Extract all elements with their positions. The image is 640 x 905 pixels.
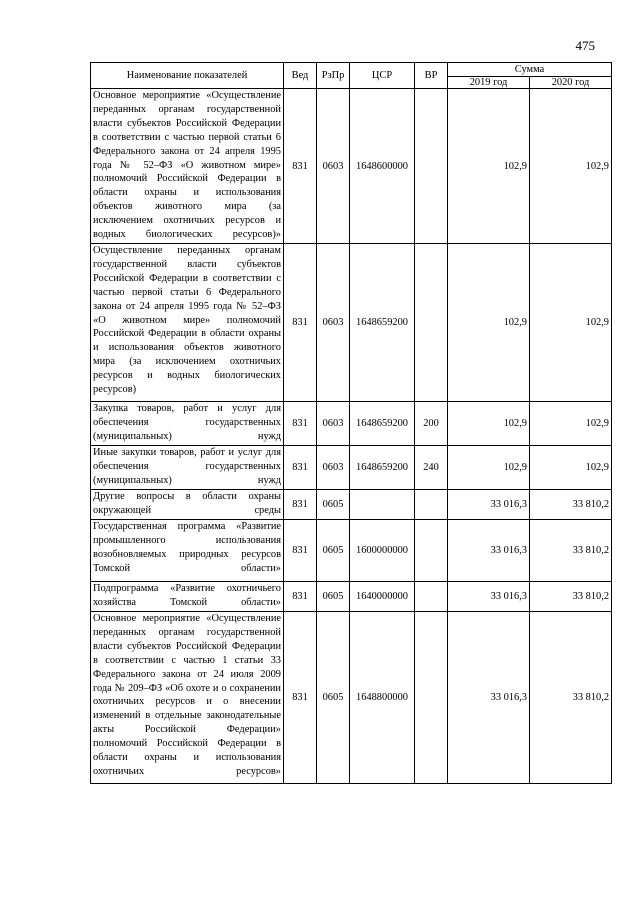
header-vr: ВР bbox=[415, 63, 448, 89]
row-vr bbox=[415, 244, 448, 402]
table-row bbox=[91, 446, 612, 490]
table-row bbox=[91, 612, 612, 784]
row-sum-2019: 33 016,3 bbox=[448, 490, 530, 520]
header-ved: Вед bbox=[284, 63, 317, 89]
row-ved: 831 bbox=[284, 582, 317, 612]
row-vr bbox=[415, 490, 448, 520]
row-rzpr: 0605 bbox=[317, 582, 350, 612]
row-name: Иные закупки товаров, работ и услуг для обеспечения государственных (муниципальных) нужд bbox=[91, 446, 284, 490]
header-rzpr: РзПр bbox=[317, 63, 350, 89]
row-csr: 1648659200 bbox=[350, 244, 415, 402]
row-ved: 831 bbox=[284, 89, 317, 244]
row-ved: 831 bbox=[284, 520, 317, 582]
budget-table bbox=[90, 62, 612, 784]
row-vr: 240 bbox=[415, 446, 448, 490]
row-name: Подпрограмма «Развитие охотничьего хозяйства Томской области» bbox=[91, 582, 284, 612]
page-number: 475 bbox=[575, 38, 595, 53]
row-rzpr: 0605 bbox=[317, 612, 350, 784]
header-name: Наименование показателей bbox=[91, 63, 284, 89]
row-csr bbox=[350, 490, 415, 520]
row-sum-2020: 102,9 bbox=[530, 89, 612, 244]
row-sum-2020: 102,9 bbox=[530, 446, 612, 490]
row-vr bbox=[415, 582, 448, 612]
row-vr bbox=[415, 612, 448, 784]
table-row bbox=[91, 490, 612, 520]
row-rzpr: 0605 bbox=[317, 520, 350, 582]
row-sum-2019: 33 016,3 bbox=[448, 520, 530, 582]
table-row bbox=[91, 582, 612, 612]
row-sum-2019: 102,9 bbox=[448, 446, 530, 490]
row-sum-2019: 33 016,3 bbox=[448, 582, 530, 612]
row-name: Закупка товаров, работ и услуг для обеспечения государственных (муниципальных) нужд bbox=[91, 402, 284, 446]
row-vr: 200 bbox=[415, 402, 448, 446]
row-csr: 1648800000 bbox=[350, 612, 415, 784]
row-rzpr: 0603 bbox=[317, 89, 350, 244]
row-name: Основное мероприятие «Осуществление переданных органам государственной власти субъектов Российской Федерации в соответствии с частью 1 статьи 33 Федерального закона от 24 июля 2009 года № 209–ФЗ «Об охоте и о сохранении охотничьих ресурсов и о внесении изменений в отдельные законодательные акты Российской Федерации» полномочий Российской Федерации в области охраны и использования охотничьих ресурсов» bbox=[91, 612, 284, 784]
row-sum-2019: 102,9 bbox=[448, 402, 530, 446]
row-name: Основное мероприятие «Осуществление переданных органам государственной власти субъектов Российской Федерации в соответствии с частью первой статьи 6 Федерального закона от 24 апреля 1995 года № 52–ФЗ «О животном мире» полномочий Российской Федерации в области охраны и использования объектов животного мира (за исключением охотничьих ресурсов и водных биологических ресурсов)» bbox=[91, 89, 284, 244]
row-csr: 1648659200 bbox=[350, 402, 415, 446]
row-sum-2019: 102,9 bbox=[448, 244, 530, 402]
row-vr bbox=[415, 89, 448, 244]
row-ved: 831 bbox=[284, 402, 317, 446]
row-csr: 1648600000 bbox=[350, 89, 415, 244]
row-csr: 1648659200 bbox=[350, 446, 415, 490]
header-sum: Сумма bbox=[448, 63, 612, 77]
table-row bbox=[91, 402, 612, 446]
row-rzpr: 0605 bbox=[317, 490, 350, 520]
table-row bbox=[91, 89, 612, 244]
header-year-2019: 2019 год bbox=[448, 77, 530, 89]
row-ved: 831 bbox=[284, 244, 317, 402]
table-row bbox=[91, 520, 612, 582]
row-ved: 831 bbox=[284, 490, 317, 520]
row-vr bbox=[415, 520, 448, 582]
row-sum-2020: 102,9 bbox=[530, 244, 612, 402]
row-sum-2020: 102,9 bbox=[530, 402, 612, 446]
row-sum-2020: 33 810,2 bbox=[530, 582, 612, 612]
row-name: Государственная программа «Развитие промышленного использования возобновляемых природных ресурсов Томской области» bbox=[91, 520, 284, 582]
row-sum-2019: 102,9 bbox=[448, 89, 530, 244]
row-name: Другие вопросы в области охраны окружающей среды bbox=[91, 490, 284, 520]
row-name: Осуществление переданных органам государственной власти субъектов Российской Федерации в соответствии с частью первой статьи 6 Федерального закона от 24 апреля 1995 года № 52–ФЗ «О животном мире» полномочий Российской Федерации в области охраны и использования объектов животного мира (за исключением охотничьих ресурсов и водных биологических ресурсов) bbox=[91, 244, 284, 402]
row-rzpr: 0603 bbox=[317, 446, 350, 490]
row-sum-2020: 33 810,2 bbox=[530, 490, 612, 520]
row-sum-2020: 33 810,2 bbox=[530, 612, 612, 784]
row-csr: 1640000000 bbox=[350, 582, 415, 612]
row-rzpr: 0603 bbox=[317, 402, 350, 446]
row-csr: 1600000000 bbox=[350, 520, 415, 582]
row-ved: 831 bbox=[284, 446, 317, 490]
table-row bbox=[91, 244, 612, 402]
row-ved: 831 bbox=[284, 612, 317, 784]
row-sum-2020: 33 810,2 bbox=[530, 520, 612, 582]
header-csr: ЦСР bbox=[350, 63, 415, 89]
header-year-2020: 2020 год bbox=[530, 77, 612, 89]
row-sum-2019: 33 016,3 bbox=[448, 612, 530, 784]
row-rzpr: 0603 bbox=[317, 244, 350, 402]
